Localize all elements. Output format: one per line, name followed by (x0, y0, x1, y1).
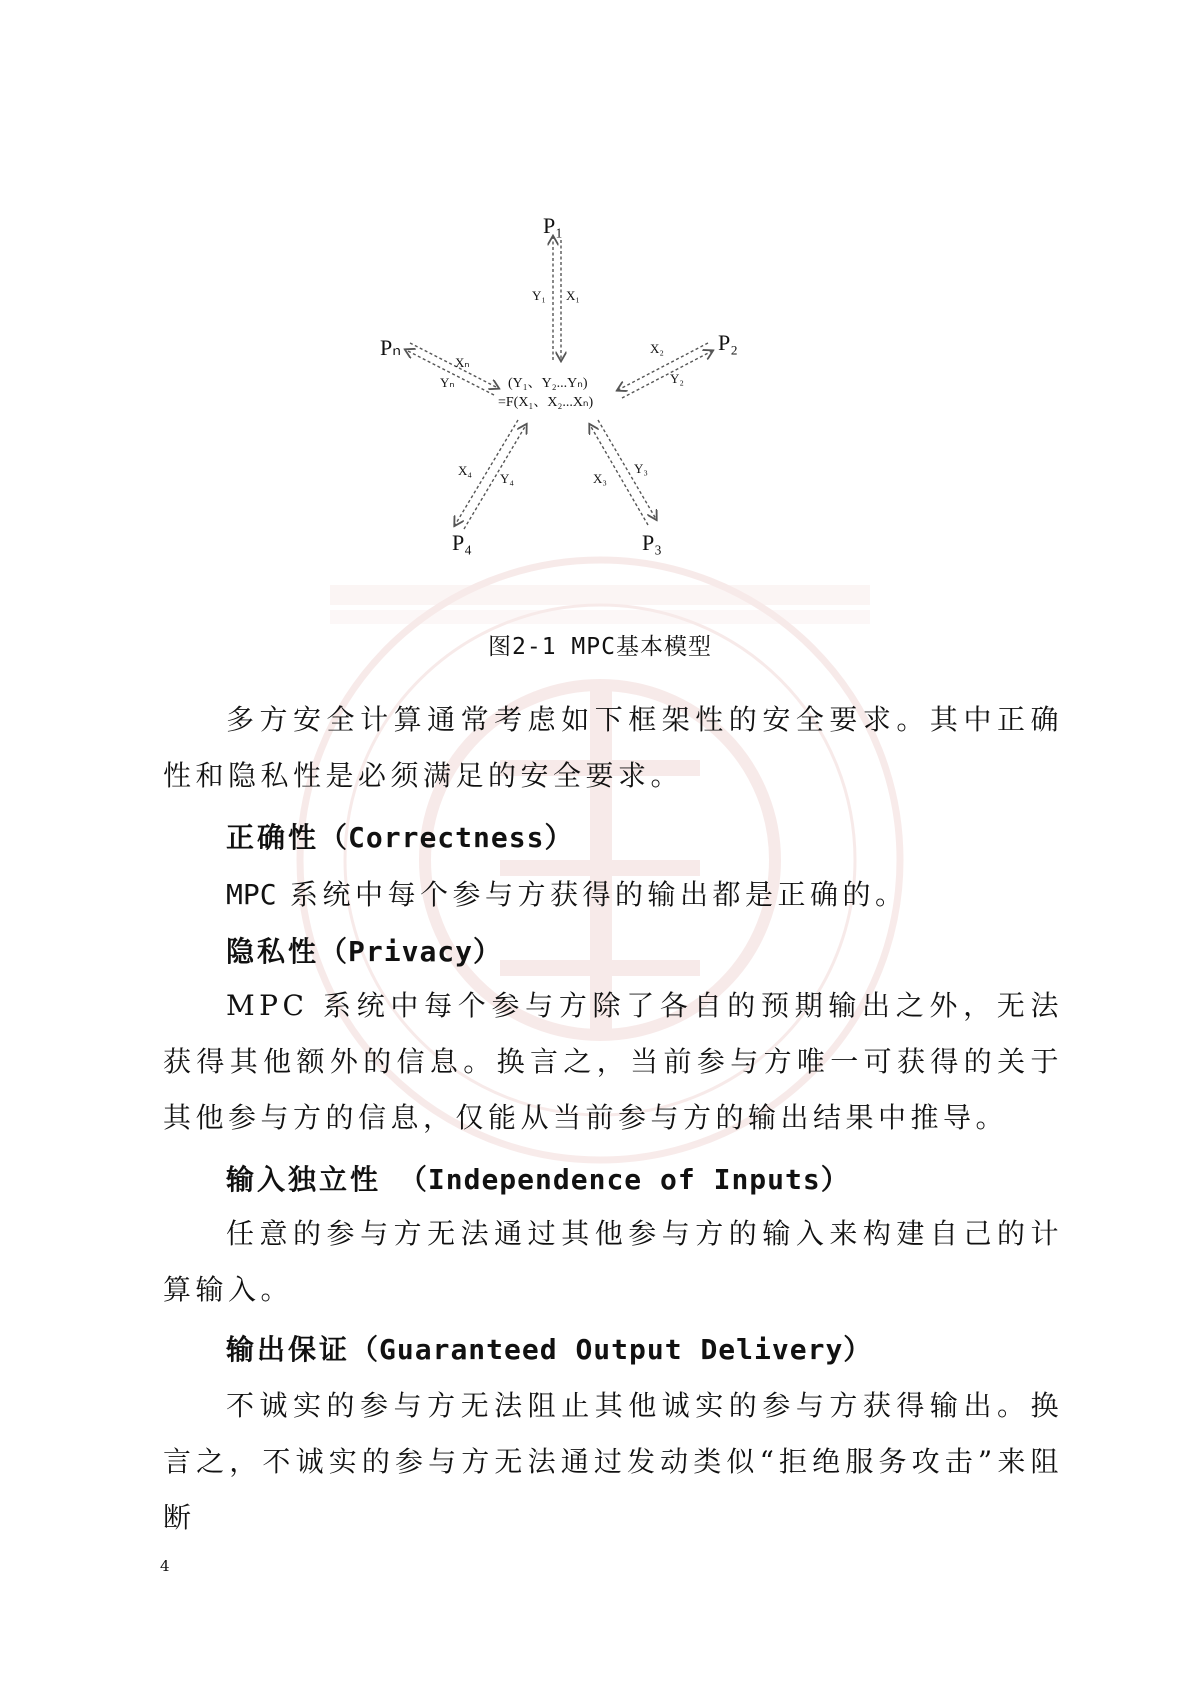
god-title-cn: 输出保证 (226, 1333, 351, 1366)
label-y1: Y₁ (532, 288, 546, 303)
label-y4: Y₄ (500, 471, 514, 486)
label-x1: X₁ (566, 288, 580, 303)
correctness-title-en: （Correctness） (319, 821, 574, 854)
label-yn: Yₙ (440, 375, 455, 390)
figure-caption: 图2-1 MPC基本模型 (488, 634, 712, 660)
mpc-model-diagram (380, 215, 820, 595)
god-paragraph: 不诚实的参与方无法阻止其他诚实的参与方获得输出。换言之，不诚实的参与方无法通过发动类似“拒绝服务攻击”来阻断 (163, 1389, 1063, 1534)
correctness-heading (226, 818, 573, 858)
node-p2: P₂ (718, 330, 738, 355)
privacy-paragraph: MPC 系统中每个参与方除了各自的预期输出之外，无法获得其他额外的信息。换言之，当前参与方唯一可获得的关于其他参与方的信息，仅能从当前参与方的输出结果中推导。 (163, 989, 1063, 1134)
node-p1: P₁ (543, 215, 563, 238)
node-pn: Pₙ (380, 335, 402, 360)
independence-title-cn: 输入独立性 (226, 1163, 382, 1196)
node-p4: P₄ (452, 530, 472, 555)
label-y2: Y₂ (670, 371, 684, 386)
god-title-en: （Guaranteed Output Delivery） (350, 1333, 873, 1366)
correctness-title-cn: 正确性 (226, 821, 320, 854)
mpc-label: MPC (226, 878, 277, 911)
label-y3: Y₃ (634, 461, 648, 476)
privacy-heading (226, 932, 502, 972)
independence-title-en: （Independence of Inputs） (381, 1163, 850, 1196)
independence-paragraph: 任意的参与方无法通过其他参与方的输入来构建自己的计算输入。 (163, 1217, 1063, 1306)
label-x4: X₄ (458, 463, 472, 478)
center-outputs: (Y₁、Y₂...Yₙ) (508, 376, 588, 391)
node-p3: P₃ (642, 530, 662, 555)
privacy-title-en: （Privacy） (319, 935, 503, 968)
correctness-text (226, 875, 908, 915)
page-number: 4 (160, 1557, 170, 1575)
arrow-y4 (464, 425, 526, 529)
intro-paragraph: 多方安全计算通常考虑如下框架性的安全要求。其中正确性和隐私性是必须满足的安全要求。 (163, 703, 1063, 792)
privacy-title-cn: 隐私性 (226, 935, 320, 968)
label-x3: X₃ (593, 471, 607, 486)
independence-heading (226, 1160, 850, 1200)
correctness-description: 系统中每个参与方获得的输出都是正确的。 (289, 878, 908, 911)
center-function: =F(X₁、X₂...Xₙ) (498, 395, 594, 410)
god-heading (226, 1330, 872, 1370)
label-xn: Xₙ (455, 355, 470, 370)
label-x2: X₂ (650, 341, 664, 356)
arrow-y2 (622, 351, 712, 398)
